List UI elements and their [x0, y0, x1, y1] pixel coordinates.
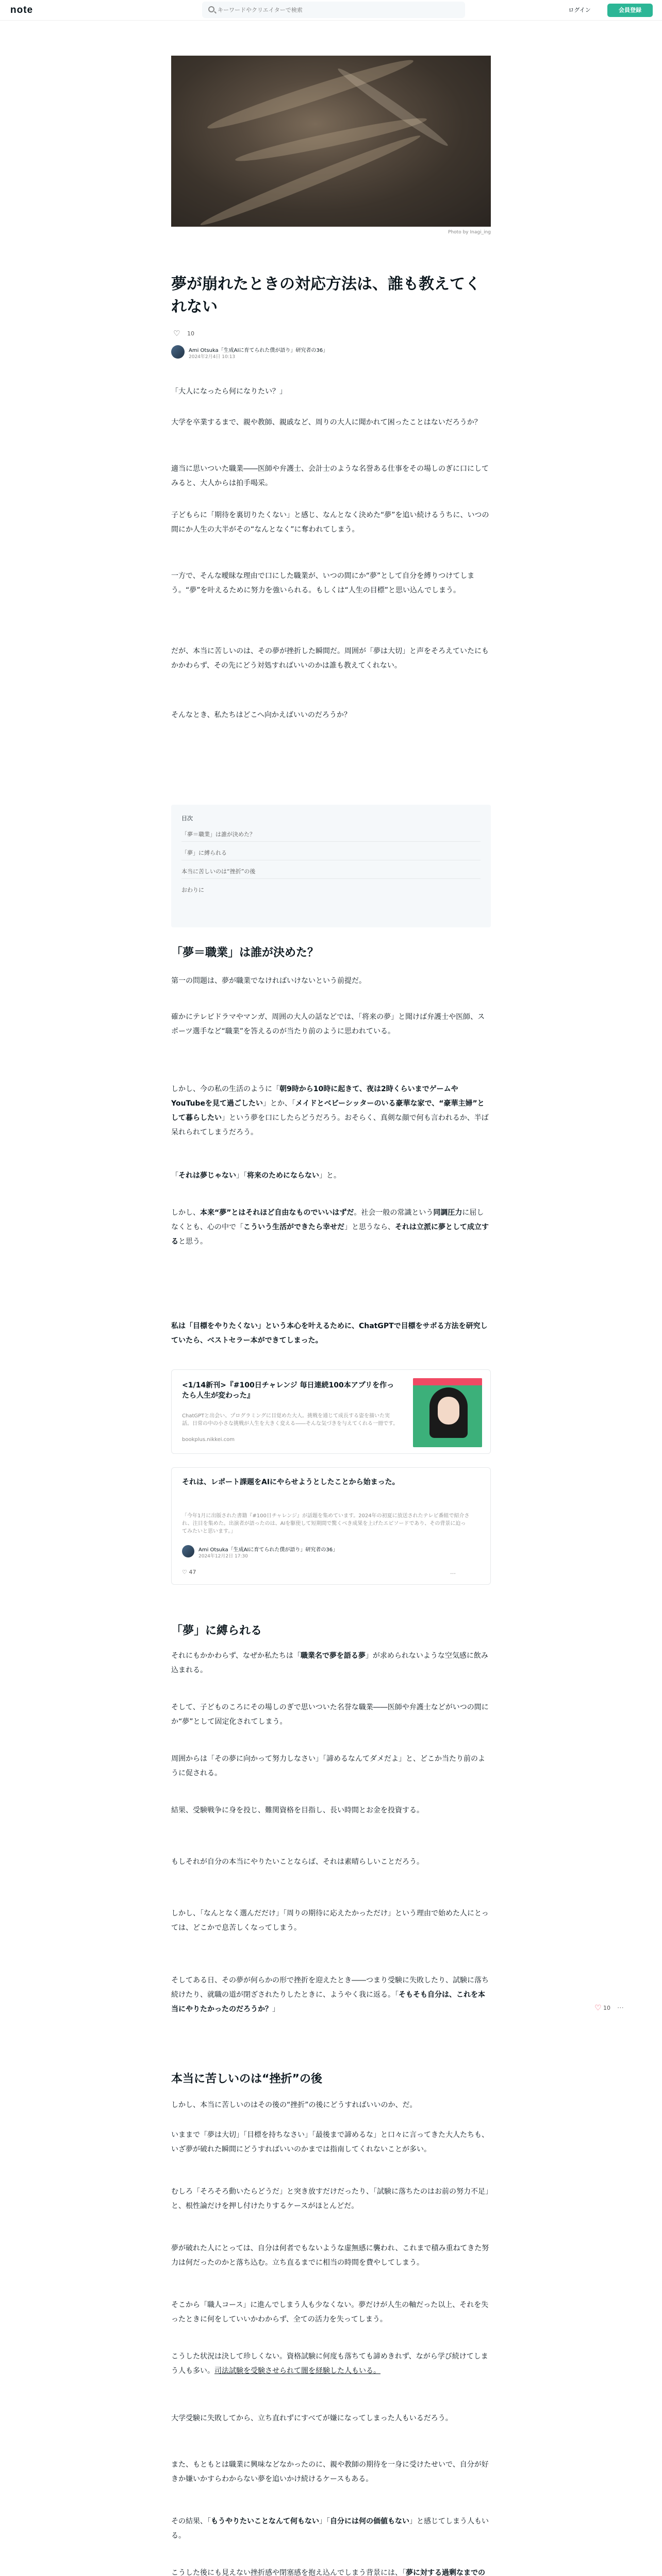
- avatar: [182, 1545, 194, 1557]
- paragraph: そして、子どものころにその場しのぎで思いついた名誉な職業――医師や弁護士などがいつの間にか“夢”として固定化されてしまう。: [171, 1703, 489, 1726]
- card-author: Ami Otsuka「生成AIに育てられた僕が語り」研究者の36」: [198, 1547, 338, 1553]
- share-icon[interactable]: ⋯: [617, 2004, 624, 2012]
- paragraph: こうした状況は決して珍しくない。資格試験に何度も落ちても諦めきれず、ながら学び続けてしまう人も多い。司法試験を受験させられて闇を経験した人もいる。: [171, 2352, 488, 2375]
- paragraph: 結果、受験戦争に身を投じ、難関資格を目指し、長い時間とお金を投資する。: [171, 1806, 424, 1815]
- like-row[interactable]: [173, 329, 194, 337]
- paragraph: 「大人になったら何になりたい？」: [171, 387, 287, 396]
- paragraph: だが、本当に苦しいのは、その夢が挫折した瞬間だ。周囲が「夢は大切」と声をそろえていたにもかかわらず、その先にどう対処すればいいのかは誰も教えてくれない。: [171, 647, 489, 670]
- section-heading: 本当に苦しいのは“挫折”の後: [171, 2073, 322, 2086]
- table-of-contents: [171, 805, 491, 927]
- search-bar[interactable]: [202, 2, 465, 18]
- paragraph: いままで「夢は大切」「目標を持ちなさい」「最後まで諦めるな」と口々に言ってきた大人たちも、いざ夢が破れた瞬間にどうすればいいのかまでは指南してくれないことが多い。: [171, 2131, 489, 2154]
- paragraph: こうした後にも見えない挫折感や閉塞感を抱え込んでしまう背景には、「夢に対する過剰なまでの: [171, 2569, 485, 2576]
- paragraph: また、もともとは職業に興味などなかったのに、親や教師の期待を一身に受けたせいで、自分が好きか嫌いかすらわからない夢を追いかけ続けるケースもある。: [171, 2461, 489, 2483]
- embed-card-book[interactable]: [171, 1369, 491, 1454]
- card-url[interactable]: bookplus.nikkei.com: [182, 1437, 235, 1443]
- toc-heading[interactable]: 目次: [181, 815, 193, 822]
- paragraph: 大学を卒業するまで、親や教師、親戚など、周りの大人に聞かれて困ったことはないだろうか？: [171, 418, 482, 427]
- card-likes: ♡ 47: [182, 1569, 196, 1575]
- author-name[interactable]: Ami Otsuka「生成AIに育てられた僕が語り」研究者の36」: [189, 348, 328, 353]
- paragraph: しかし、「なんとなく選んだだけ」「周りの期待に応えたかっただけ」という理由で始めた人にとっては、どこかで息苦しくなってしまう。: [171, 1909, 489, 1932]
- login-button[interactable]: ログイン: [568, 7, 591, 13]
- paragraph: しかし、今の私の生活のように「朝9時から10時に起きて、夜は2時くらいまでゲームやYouTubeを見て過ごしたい」とか、「メイドとベビーシッターのいる豪華な家で、“豪華主婦”として暮らしたい」という夢を口にしたらどうだろう。おそらく、真剣な顔で何も言われるか、半ば呆れられてしまうだろう。: [171, 1085, 489, 1137]
- paragraph: そんなとき、私たちはどこへ向かえばいいのだろうか？: [171, 711, 351, 719]
- paragraph: しかし、本当に苦しいのはその後の“挫折”の後にどうすればいいのか、だ。: [171, 2101, 417, 2109]
- paragraph: そこから「職人コース」に進んでしまう人も少なくない。夢だけが人生の軸だった以上、それを失ったときに何をしていいかわからず、全ての活力を失ってしまう。: [171, 2301, 489, 2324]
- card-date: 2024年12月2日 17:30: [198, 1554, 248, 1559]
- paragraph: 私は「目標をやりたくない」という本心を叶えるために、ChatGPTで目標をサボる方法を研究していたら、ベストセラー本ができてしまった。: [171, 1322, 488, 1345]
- paragraph: その結果、「もうやりたいことなんて何もない」「自分には何の価値もない」と感じてしまう人もいる。: [171, 2517, 489, 2540]
- note-logo[interactable]: note: [10, 5, 34, 15]
- publish-date: 2024年2月4日 10:13: [189, 354, 236, 360]
- section-heading: 「夢＝職業」は誰が決めた？: [171, 946, 319, 959]
- paragraph: もしそれが自分の本当にやりたいことならば、それは素晴らしいことだろう。: [171, 1858, 424, 1866]
- card-description: 「今年1月に出版された書籍『#100日チャレンジ』が話題を集めています。2024年の初夏に放送されたテレビ番組で紹介され、注目を集めた。出演者が語ったのは、AIを駆使して短期間で驚くべき成果を上げたエピソードであり、その背景に迫ってみたいと思います。」: [182, 1513, 470, 1534]
- paragraph: それにもかかわらず、なぜか私たちは「職業名で夢を語る夢」が求められないような空気感に飲み込まれる。: [171, 1652, 488, 1674]
- paragraph: 大学受験に失敗してから、立ち直れずにすべてが嫌になってしまった人もいるだろう。: [171, 2414, 453, 2422]
- signup-button[interactable]: 会員登録: [607, 4, 653, 17]
- hero-image: [171, 56, 491, 227]
- paragraph: 一方で、そんな曖昧な理由で口にした職業が、いつの間にか“夢”として自分を縛りつけてしまう。“夢”を叶えるために努力を強いられる。もしくは“人生の目標”と思い込んでしまう。: [171, 572, 475, 595]
- card-description: ChatGPTと出会い、プログラミングに目覚めた大人。挑戦を通じて成長する姿を描いた実話。日常の中の小さな挑戦が人生を大きく変える――そんな気づきを与えてくれる一冊です。: [182, 1413, 399, 1427]
- card-title[interactable]: <1/14新刊>『#100日チャレンジ 毎日連続100本アプリを作ったら人生が変わった』: [182, 1381, 394, 1400]
- paragraph: しかし、本来“夢”とはそれほど自由なものでいいはずだ。社会一般の常識という同調圧力に屈しなくとも、心の中で「こういう生活ができたら幸せだ」と思うなら、それは立派に夢として成立すると思う。: [171, 1209, 489, 1246]
- like-count: 10: [187, 330, 194, 337]
- embed-card-note[interactable]: [171, 1467, 491, 1585]
- toc-item[interactable]: 「夢＝職業」は誰が決めた？: [181, 827, 481, 842]
- toc-item[interactable]: 本当に苦しいのは“挫折”の後: [181, 865, 481, 879]
- heart-icon[interactable]: ♡: [173, 329, 180, 338]
- heart-icon[interactable]: ♡: [594, 2003, 602, 2012]
- toc-item[interactable]: おわりに: [181, 887, 204, 893]
- section-heading: 「夢」に縛られる: [171, 1624, 262, 1637]
- paragraph: 確かにテレビドラマやマンガ、周囲の大人の話などでは、「将来の夢」と聞けば弁護士や医師、スポーツ選手など“職業”を答えるのが当たり前のように思われている。: [171, 1013, 485, 1036]
- floating-like-count: 10: [603, 2005, 610, 2011]
- paragraph: 子どもらに「期待を裏切りたくない」と感じ、なんとなく決めた“夢”を追い続けるうちに、いつの間にか人生の大半がその“なんとなく”に奪われてしまう。: [171, 511, 489, 534]
- book-cover-image: [413, 1378, 482, 1447]
- photo-credit: Photo by Inagi_ing: [448, 230, 491, 235]
- paragraph: 適当に思いついた職業――医師や弁護士、会計士のような名誉ある仕事をその場しのぎに口にしてみると、大人からは拍手喝采。: [171, 465, 489, 487]
- paragraph: そしてある日、その夢が何らかの形で挫折を迎えたとき――つまり受験に失敗したり、試験に落ち続けたり、就職の道が閉ざされたりしたときに、ようやく我に返る。「そもそも自分は、これを本当にやりたかったのだろうか？」: [171, 1976, 489, 2013]
- avatar[interactable]: [171, 345, 185, 359]
- toc-item[interactable]: 「夢」に縛られる: [181, 846, 481, 860]
- floating-like[interactable]: [594, 2003, 610, 2014]
- paragraph: 夢が破れた人にとっては、自分は何者でもないような虚無感に襲われ、これまで積み重ねてきた努力は何だったのかと落ち込む。立ち直るまでに相当の時間を費やしてしまう。: [171, 2244, 489, 2267]
- paragraph: 周囲からは「その夢に向かって努力しなさい」「諦めるなんてダメだよ」と、どこか当たり前のように促される。: [171, 1755, 485, 1777]
- search-icon: [208, 6, 214, 12]
- paragraph: 「それは夢じゃない」「将来のためにならない」と。: [171, 1172, 341, 1180]
- card-title[interactable]: それは、レポート課題をAIにやらせようとしたことから始まった。: [182, 1478, 400, 1486]
- search-input[interactable]: [218, 5, 455, 15]
- paragraph: 第一の問題は、夢が職業でなければいけないという前提だ。: [171, 977, 366, 985]
- site-header: [0, 0, 662, 21]
- article-title: 夢が崩れたときの対応方法は、誰も教えてくれない: [171, 275, 481, 316]
- paragraph: むしろ「そろそろ動いたらどうだ」と突き放すだけだったり、「試験に落ちたのはお前の努力不足」と、根性論だけを押し付けたりするケースがほとんどだ。: [171, 2188, 489, 2210]
- more-icon[interactable]: …: [450, 1569, 456, 1575]
